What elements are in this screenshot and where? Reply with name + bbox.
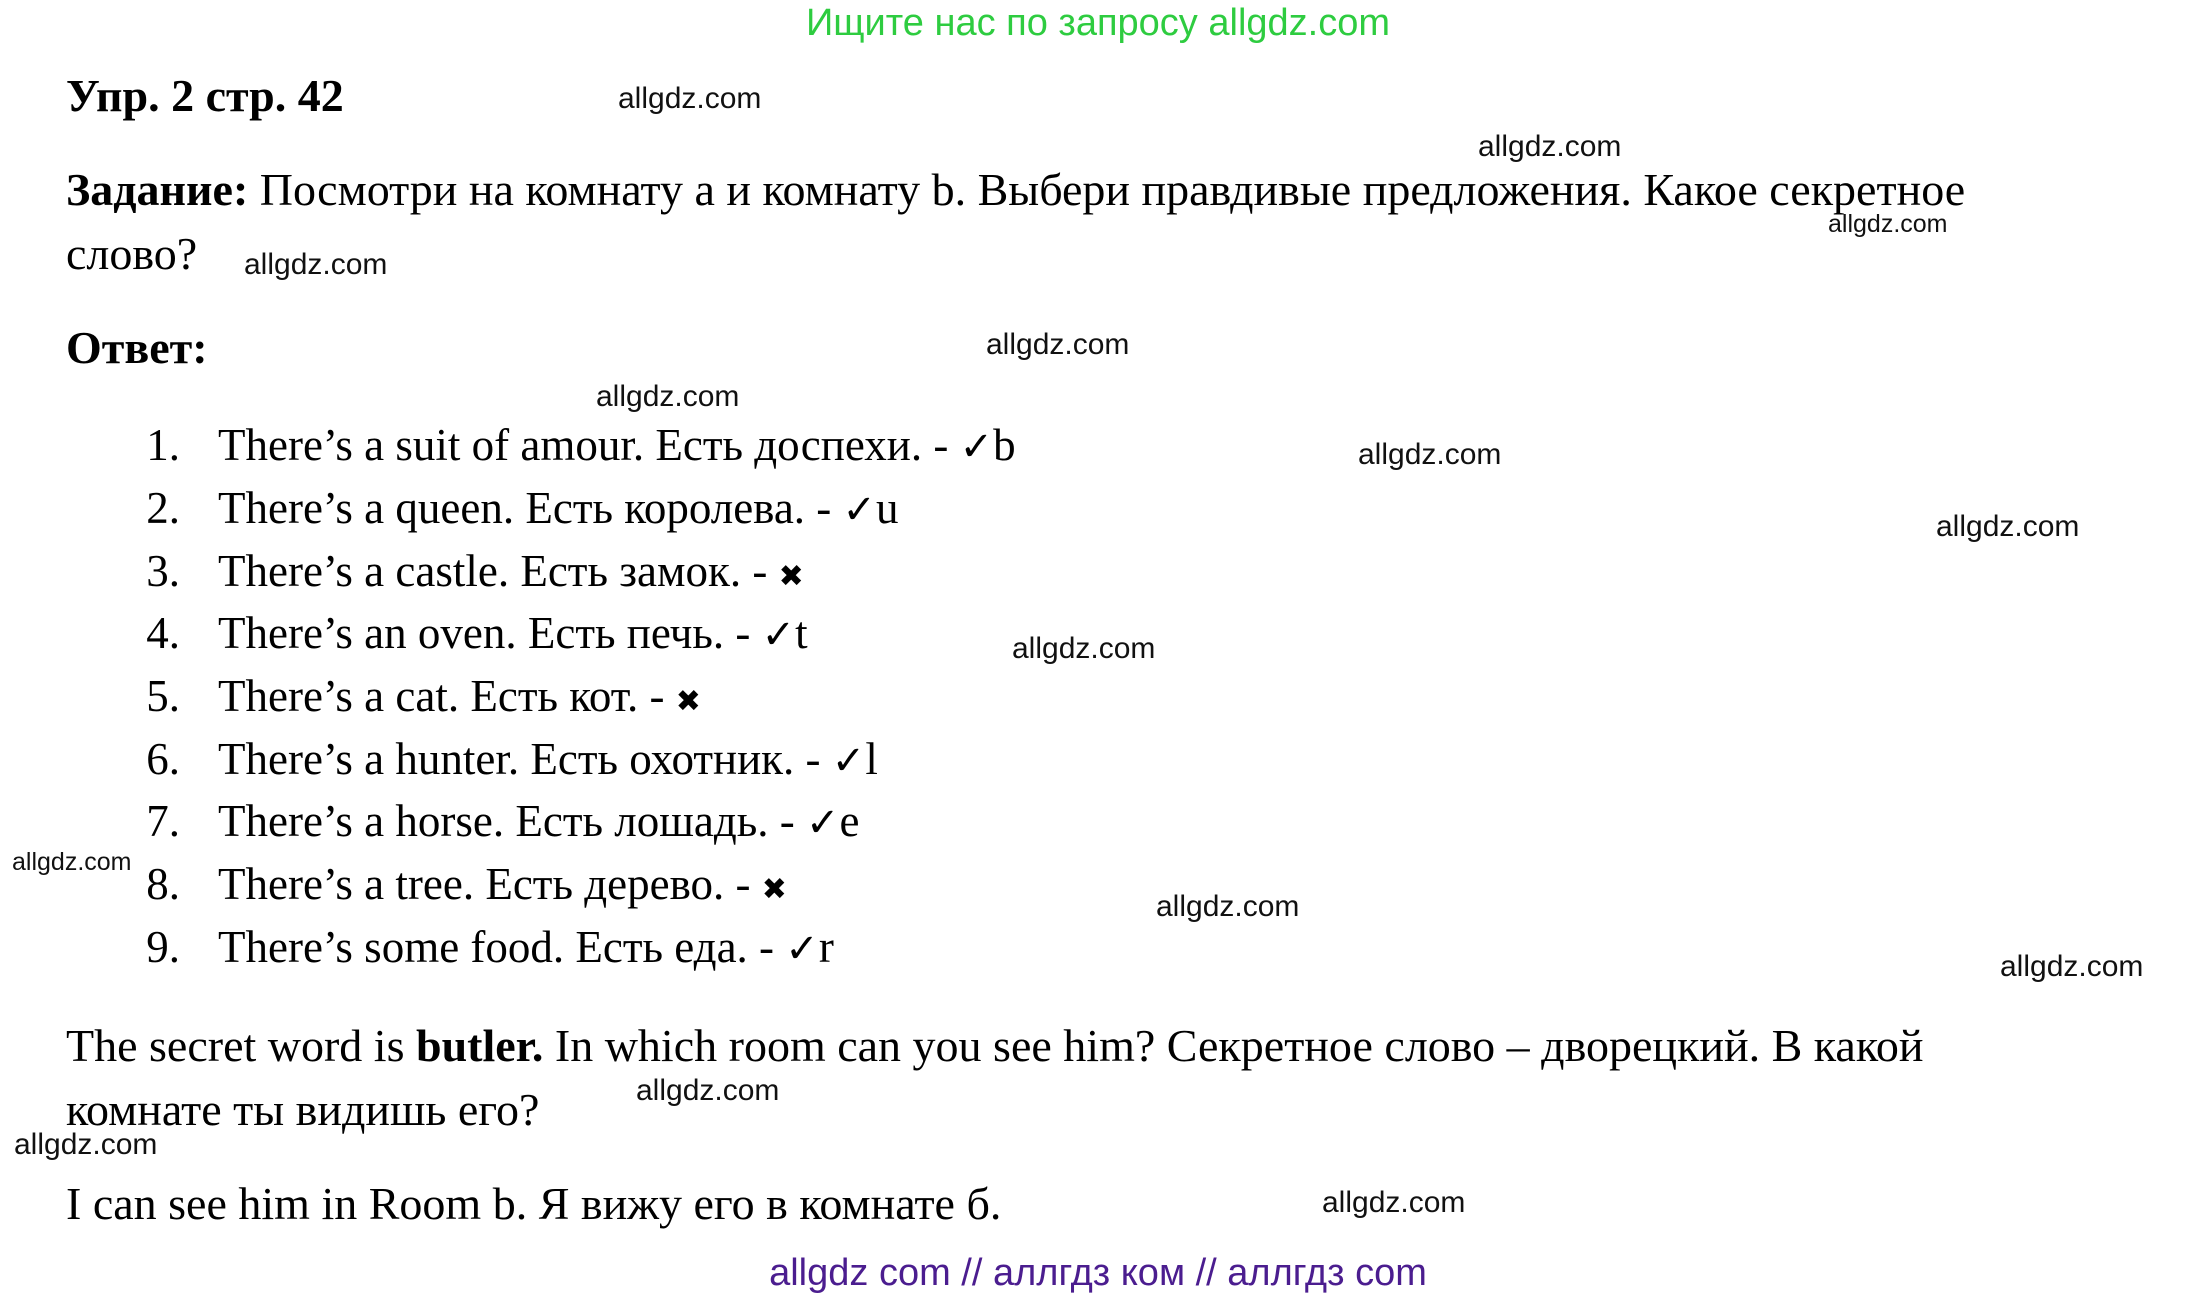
watermark: allgdz.com bbox=[14, 1128, 158, 1161]
answer-label: Ответ: bbox=[66, 322, 208, 373]
item-number: 7. bbox=[146, 796, 180, 846]
watermark: allgdz.com bbox=[1358, 438, 1502, 471]
item-number: 5. bbox=[146, 671, 180, 721]
item-text bbox=[218, 665, 701, 733]
item-number: 6. bbox=[146, 734, 180, 784]
check-icon: ✓ bbox=[959, 424, 994, 470]
item-number: 2. bbox=[146, 483, 180, 533]
item-letter: t bbox=[795, 608, 808, 658]
final-answer-line: I can see him in Room b. Я вижу его в комнате б. bbox=[66, 1178, 1002, 1229]
item-letter: l bbox=[865, 734, 878, 784]
watermark: allgdz.com bbox=[1828, 210, 1948, 238]
cross-icon: ✖ bbox=[675, 684, 701, 719]
cross-icon: ✖ bbox=[778, 559, 804, 594]
watermark: allgdz.com bbox=[1478, 130, 1622, 163]
item-sentence: There’s a cat. Есть кот. - bbox=[218, 671, 676, 721]
item-number: 8. bbox=[146, 859, 180, 909]
watermark: allgdz.com bbox=[1012, 632, 1156, 665]
item-sentence: There’s a horse. Есть лошадь. - bbox=[218, 796, 807, 846]
exercise-title: Упр. 2 стр. 42 bbox=[66, 70, 344, 121]
item-sentence: There’s a tree. Есть дерево. - bbox=[218, 859, 762, 909]
item-number: 4. bbox=[146, 608, 180, 658]
item-letter: b bbox=[993, 420, 1016, 470]
item-sentence: There’s an oven. Есть печь. - bbox=[218, 608, 762, 658]
watermark: allgdz.com bbox=[1936, 510, 2080, 543]
item-letter: e bbox=[839, 796, 860, 846]
secret-word: butler. bbox=[416, 1020, 544, 1071]
check-icon: ✓ bbox=[761, 612, 796, 658]
item-text bbox=[218, 414, 1016, 478]
item-sentence: There’s a suit of amour. Есть доспехи. - bbox=[218, 420, 960, 470]
watermark: allgdz.com bbox=[1156, 890, 1300, 923]
item-number: 3. bbox=[146, 546, 180, 596]
item-sentence: There’s a queen. Есть королева. - bbox=[218, 483, 843, 533]
check-icon: ✓ bbox=[806, 800, 840, 846]
item-sentence: There’s a hunter. Есть охотник. - bbox=[218, 734, 832, 784]
watermark: allgdz.com bbox=[12, 848, 132, 876]
task-line-1 bbox=[66, 158, 1965, 222]
check-icon: ✓ bbox=[785, 926, 819, 972]
cross-icon: ✖ bbox=[761, 872, 787, 907]
task-line-2: слово? bbox=[66, 228, 198, 279]
item-sentence: There’s some food. Есть еда. - bbox=[218, 922, 786, 972]
top-banner: Ищите нас по запросу allgdz.com bbox=[805, 2, 1390, 44]
secret-line-2: комнате ты видишь его? bbox=[66, 1084, 540, 1135]
watermark: allgdz.com bbox=[986, 328, 1130, 361]
item-text bbox=[218, 602, 808, 666]
item-text bbox=[218, 728, 878, 792]
item-number: 1. bbox=[146, 420, 180, 470]
item-letter: u bbox=[876, 483, 899, 533]
item-text bbox=[218, 790, 860, 854]
secret-line-1 bbox=[66, 1014, 1923, 1078]
watermark: allgdz.com bbox=[2000, 950, 2144, 983]
item-text bbox=[218, 853, 787, 921]
watermark: allgdz.com bbox=[596, 380, 740, 413]
item-number: 9. bbox=[146, 922, 180, 972]
task-label: Задание: bbox=[66, 164, 249, 215]
watermark: allgdz.com bbox=[1322, 1186, 1466, 1219]
task-text: Посмотри на комнату a и комнату b. Выбери правдивые предложения. Какое секретное bbox=[259, 164, 1966, 215]
footer-watermark: allgdz com // аллгдз ком // аллгдз com bbox=[769, 1252, 1427, 1294]
watermark: allgdz.com bbox=[636, 1074, 780, 1107]
secret-pre: The secret word is bbox=[66, 1020, 416, 1071]
watermark: allgdz.com bbox=[244, 248, 388, 281]
item-letter: r bbox=[818, 922, 834, 972]
item-text bbox=[218, 916, 834, 980]
check-icon: ✓ bbox=[831, 738, 866, 784]
item-text bbox=[218, 477, 899, 541]
item-sentence: There’s a castle. Есть замок. - bbox=[218, 546, 779, 596]
watermark: allgdz.com bbox=[618, 82, 762, 115]
check-icon: ✓ bbox=[842, 487, 877, 533]
item-text bbox=[218, 540, 804, 608]
secret-post: In which room can you see him? Секретное слово – дворецкий. В какой bbox=[543, 1020, 1924, 1071]
